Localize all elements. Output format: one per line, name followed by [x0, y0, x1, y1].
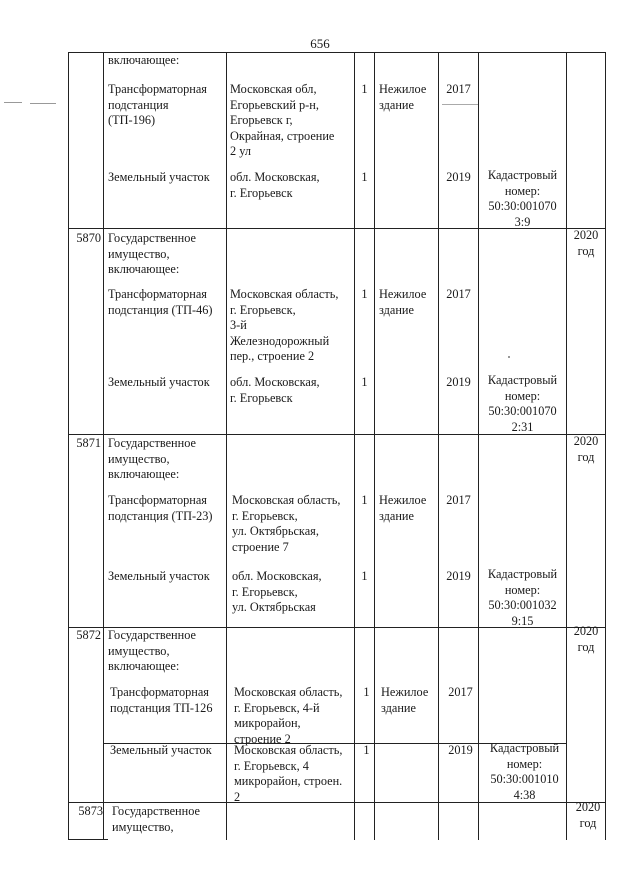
item-name: Трансформаторная подстанция (ТП-196): [108, 82, 207, 127]
item-quantity: 1: [361, 569, 368, 583]
item-type: Нежилое здание: [379, 82, 427, 112]
item-year: 2019: [446, 375, 471, 389]
item-year: 2017: [446, 287, 471, 301]
row-number: 5871: [76, 436, 101, 450]
item-name: Трансформаторная подстанция (ТП-46): [108, 287, 213, 317]
item-address: Московская обл, Егорьевский р-н, Егорьевск г, Окрайная, строение 2 ул: [230, 82, 335, 158]
item-name: Земельный участок: [108, 569, 210, 583]
item-quantity: 1: [361, 375, 368, 389]
scan-mark: [30, 103, 56, 104]
item-quantity: 1: [363, 743, 370, 757]
item-quantity: 1: [361, 493, 368, 507]
row-header: Государственное имущество,: [112, 804, 200, 834]
item-name: Трансформаторная подстанция (ТП-23): [108, 493, 213, 523]
item-year: 2017: [448, 685, 473, 699]
row-header: Государственное имущество, включающее:: [108, 436, 196, 481]
row-period: 2020 год: [575, 800, 601, 830]
page-number: 656: [310, 36, 330, 51]
item-name: Земельный участок: [108, 170, 210, 184]
item-quantity: 1: [361, 287, 368, 301]
table-border-bottom: [68, 839, 108, 840]
column-divider: [226, 52, 227, 840]
item-address: Московская область, г. Егорьевск, ул. Октябрьская, строение 7: [232, 493, 341, 554]
item-quantity: 1: [363, 685, 370, 699]
column-divider: [374, 52, 375, 840]
item-type: Нежилое здание: [379, 287, 427, 317]
scan-mark: [4, 102, 22, 103]
item-year: 2019: [446, 569, 471, 583]
item-type: Нежилое здание: [381, 685, 429, 715]
row-number: 5870: [76, 231, 101, 245]
table-border-right: [605, 52, 606, 840]
item-address: Московская область, г. Егорьевск, 3-й Железнодорожный пер., строение 2: [230, 287, 339, 363]
item-cadastral-note: Кадастровый номер: 50:30:001032 9:15: [487, 567, 558, 628]
row-header: Государственное имущество, включающее:: [108, 628, 196, 673]
item-cadastral-note: Кадастровый номер: 50:30:001010 4:38: [489, 741, 560, 802]
item-type: Нежилое здание: [379, 493, 427, 523]
item-quantity: 1: [361, 170, 368, 184]
scan-mark: [442, 104, 478, 105]
item-cadastral-note: Кадастровый номер: 50:30:001070 3:9: [487, 168, 558, 229]
item-year: 2017: [446, 493, 471, 507]
row-continuation-header: включающее:: [108, 53, 180, 67]
item-name: Трансформаторная подстанция ТП-126: [110, 685, 213, 715]
item-address: обл. Московская, г. Егорьевск: [230, 170, 320, 200]
item-year: 2019: [446, 170, 471, 184]
scan-dot: [508, 356, 510, 358]
item-year: 2019: [448, 743, 473, 757]
row-period: 2020 год: [573, 228, 599, 258]
row-number: 5872: [76, 628, 101, 642]
item-name: Земельный участок: [108, 375, 210, 389]
item-quantity: 1: [361, 82, 368, 96]
item-name: Земельный участок: [110, 743, 212, 757]
row-period: 2020 год: [573, 624, 599, 654]
row-header: Государственное имущество, включающее:: [108, 231, 196, 276]
item-address: обл. Московская, г. Егорьевск, ул. Октябрьская: [232, 569, 322, 614]
item-address: обл. Московская, г. Егорьевск: [230, 375, 320, 405]
column-divider: [103, 52, 104, 840]
item-year: 2017: [446, 82, 471, 96]
item-cadastral-note: Кадастровый номер: 50:30:001070 2:31: [487, 373, 558, 434]
row-period: 2020 год: [573, 434, 599, 464]
row-number: 5873: [78, 804, 103, 818]
item-address: Московская область, г. Егорьевск, 4 микрорайон, строен. 2: [234, 743, 343, 804]
item-address: Московская область, г. Егорьевск, 4-й микрорайон, строение 2: [234, 685, 343, 746]
